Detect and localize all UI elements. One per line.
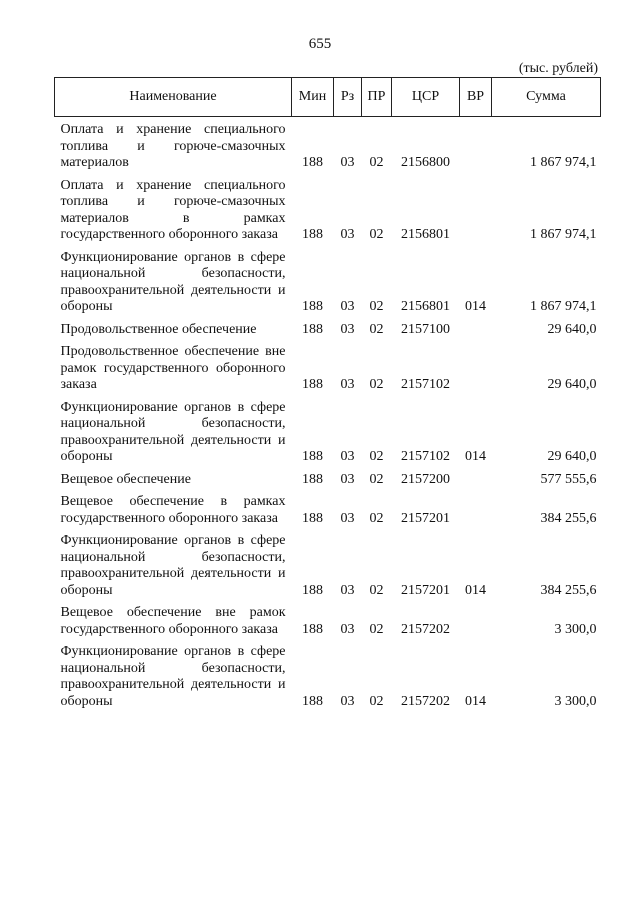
row-min: 188 xyxy=(302,321,323,337)
row-pr: 02 xyxy=(369,621,384,637)
header-rz: Рз xyxy=(334,78,362,117)
row-name: Функционирование органов в сфере национальной безопасности, правоохранительной деятельности и обороны xyxy=(60,249,286,314)
row-name: Оплата и хранение специального топлива и горюче-смазочных материалов в рамках государственного оборонного заказа xyxy=(60,177,286,242)
row-vr xyxy=(460,466,492,489)
row-csr: 2156800 xyxy=(401,155,450,170)
row-min: 188 xyxy=(302,510,323,526)
table-row xyxy=(55,527,601,599)
row-pr: 02 xyxy=(369,377,384,392)
table-row xyxy=(55,466,601,489)
row-min: 188 xyxy=(302,582,323,598)
header-min: Мин xyxy=(292,78,334,117)
row-rz: 03 xyxy=(340,227,355,242)
row-pr: 02 xyxy=(369,582,384,598)
row-vr: 014 xyxy=(465,693,486,709)
row-min: 188 xyxy=(302,377,323,392)
row-min: 188 xyxy=(302,227,323,242)
table-row xyxy=(55,638,601,710)
row-csr: 2156801 xyxy=(401,227,450,242)
header-pr: ПР xyxy=(362,78,392,117)
row-vr xyxy=(460,172,492,244)
row-name: Функционирование органов в сфере национальной безопасности, правоохранительной деятельности и обороны xyxy=(60,533,286,598)
row-rz: 03 xyxy=(340,621,355,637)
row-csr: 2157102 xyxy=(401,449,450,464)
table-row xyxy=(55,244,601,316)
row-sum: 1 867 974,1 xyxy=(530,155,597,170)
row-name: Вещевое обеспечение вне рамок государственного оборонного заказа xyxy=(60,605,286,637)
row-rz: 03 xyxy=(340,449,355,464)
row-vr xyxy=(460,599,492,638)
row-name: Функционирование органов в сфере национальной безопасности, правоохранительной деятельности и обороны xyxy=(60,399,286,464)
row-sum: 29 640,0 xyxy=(547,377,597,392)
budget-table xyxy=(54,77,601,710)
page-number: 655 xyxy=(308,36,332,52)
row-vr xyxy=(460,338,492,394)
header-vr: ВР xyxy=(460,78,492,117)
row-vr xyxy=(460,117,492,172)
row-name: Продовольственное обеспечение xyxy=(60,321,257,337)
row-vr: 014 xyxy=(465,582,486,598)
row-pr: 02 xyxy=(369,449,384,464)
row-pr: 02 xyxy=(369,155,384,170)
row-sum: 384 255,6 xyxy=(540,510,597,526)
header-sum: Сумма xyxy=(492,78,601,117)
row-min: 188 xyxy=(302,471,323,487)
row-sum: 1 867 974,1 xyxy=(530,227,597,242)
row-name: Функционирование органов в сфере национальной безопасности, правоохранительной деятельности и обороны xyxy=(60,644,286,709)
row-min: 188 xyxy=(302,299,323,314)
row-rz: 03 xyxy=(340,321,355,337)
row-min: 188 xyxy=(302,155,323,170)
row-name: Продовольственное обеспечение вне рамок государственного оборонного заказа xyxy=(60,344,286,392)
row-vr: 014 xyxy=(465,299,486,314)
row-rz: 03 xyxy=(340,155,355,170)
table-row xyxy=(55,316,601,339)
row-sum: 29 640,0 xyxy=(547,449,597,464)
row-name: Вещевое обеспечение xyxy=(60,471,191,487)
table-header-row xyxy=(55,78,601,117)
units-label: (тыс. рублей) xyxy=(518,61,598,76)
row-vr xyxy=(460,488,492,527)
row-csr: 2157100 xyxy=(401,321,450,337)
row-csr: 2157201 xyxy=(401,582,450,598)
row-rz: 03 xyxy=(340,582,355,598)
row-sum: 1 867 974,1 xyxy=(530,299,597,314)
row-csr: 2157200 xyxy=(401,471,450,487)
row-sum: 384 255,6 xyxy=(540,582,597,598)
row-sum: 3 300,0 xyxy=(554,621,597,637)
row-pr: 02 xyxy=(369,321,384,337)
row-sum: 3 300,0 xyxy=(554,693,597,709)
row-pr: 02 xyxy=(369,299,384,314)
row-pr: 02 xyxy=(369,471,384,487)
table-row xyxy=(55,338,601,394)
row-csr: 2157102 xyxy=(401,377,450,392)
row-pr: 02 xyxy=(369,510,384,526)
row-pr: 02 xyxy=(369,227,384,242)
table-row xyxy=(55,488,601,527)
table-row xyxy=(55,172,601,244)
row-min: 188 xyxy=(302,693,323,709)
row-name: Оплата и хранение специального топлива и горюче-смазочных материалов xyxy=(60,122,286,170)
row-min: 188 xyxy=(302,449,323,464)
table-row xyxy=(55,599,601,638)
row-rz: 03 xyxy=(340,471,355,487)
row-pr: 02 xyxy=(369,693,384,709)
row-vr: 014 xyxy=(465,449,486,464)
row-csr: 2156801 xyxy=(401,299,450,314)
table-row xyxy=(55,117,601,172)
row-sum: 29 640,0 xyxy=(547,321,597,337)
header-name: Наименование xyxy=(55,78,292,117)
row-rz: 03 xyxy=(340,693,355,709)
row-csr: 2157201 xyxy=(401,510,450,526)
row-csr: 2157202 xyxy=(401,693,450,709)
row-csr: 2157202 xyxy=(401,621,450,637)
header-csr: ЦСР xyxy=(392,78,460,117)
row-rz: 03 xyxy=(340,377,355,392)
row-vr xyxy=(460,316,492,339)
row-min: 188 xyxy=(302,621,323,637)
row-sum: 577 555,6 xyxy=(540,471,597,487)
row-rz: 03 xyxy=(340,299,355,314)
row-rz: 03 xyxy=(340,510,355,526)
row-name: Вещевое обеспечение в рамках государственного оборонного заказа xyxy=(60,494,286,526)
table-row xyxy=(55,394,601,466)
